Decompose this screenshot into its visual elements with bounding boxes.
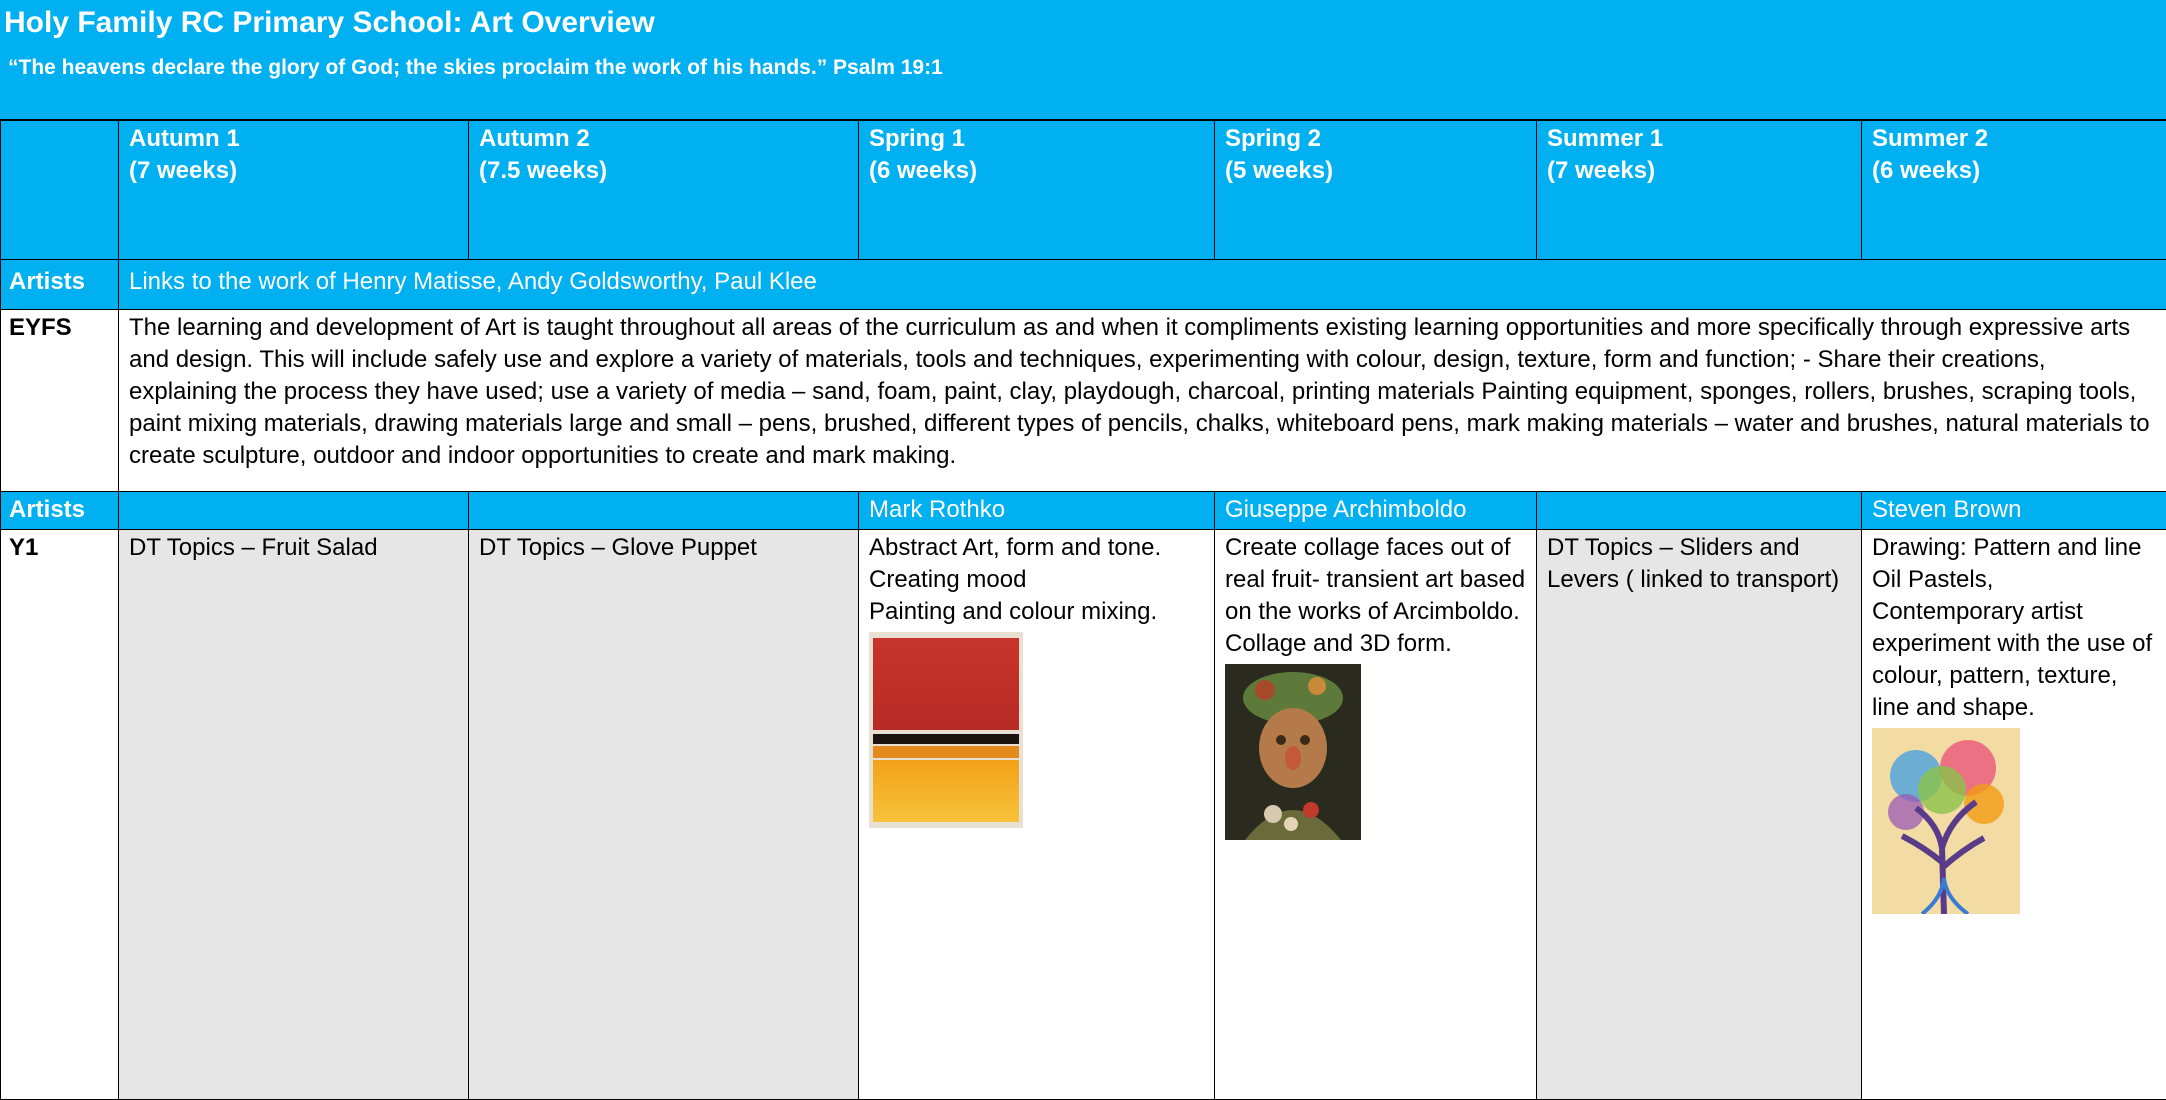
y1-autumn-2: DT Topics – Glove Puppet — [469, 530, 859, 1100]
row-label-artists: Artists — [1, 260, 119, 310]
y1-artist-spring-2: Giuseppe Archimboldo — [1215, 492, 1537, 530]
term-header-row — [1, 121, 2166, 260]
title-banner — [0, 0, 2166, 120]
y1-artists-row — [1, 492, 2166, 530]
term-summer-1: Summer 1 (7 weeks) — [1537, 121, 1862, 260]
eyfs-artists-text: Links to the work of Henry Matisse, Andy Goldsworthy, Paul Klee — [119, 260, 2166, 310]
row-label-y1: Y1 — [1, 530, 119, 1100]
tree-painting-image — [1872, 728, 2020, 914]
eyfs-row — [1, 310, 2166, 492]
row-label-artists: Artists — [1, 492, 119, 530]
y1-summer-2: Drawing: Pattern and line Oil Pastels, Contemporary artist experiment with the use of colour, pattern, texture, line and shape. — [1862, 530, 2166, 1100]
y1-summer-1: DT Topics – Sliders and Levers ( linked to transport) — [1537, 530, 1862, 1100]
corner-cell — [1, 121, 119, 260]
y1-artist-autumn-1 — [119, 492, 469, 530]
term-autumn-1: Autumn 1 (7 weeks) — [119, 121, 469, 260]
y1-artist-spring-1: Mark Rothko — [859, 492, 1215, 530]
y1-artist-summer-1 — [1537, 492, 1862, 530]
term-summer-2: Summer 2 (6 weeks) — [1862, 121, 2166, 260]
rothko-painting-image — [869, 632, 1023, 828]
y1-spring-1: Abstract Art, form and tone. Creating mood Painting and colour mixing. — [859, 530, 1215, 1100]
y1-autumn-1: DT Topics – Fruit Salad — [119, 530, 469, 1100]
term-autumn-2: Autumn 2 (7.5 weeks) — [469, 121, 859, 260]
row-label-eyfs: EYFS — [1, 310, 119, 492]
page-title: Holy Family RC Primary School: Art Overview — [4, 6, 655, 39]
psalm-quote: “The heavens declare the glory of God; the skies proclaim the work of his hands.” Psalm 19:1 — [8, 56, 943, 79]
curriculum-table — [0, 120, 2166, 1100]
term-spring-2: Spring 2 (5 weeks) — [1215, 121, 1537, 260]
eyfs-artists-row — [1, 260, 2166, 310]
y1-artist-autumn-2 — [469, 492, 859, 530]
arcimboldo-portrait-image — [1225, 664, 1361, 840]
y1-artist-summer-2: Steven Brown — [1862, 492, 2166, 530]
y1-spring-2: Create collage faces out of real fruit- transient art based on the works of Arcimboldo. Collage and 3D form. — [1215, 530, 1537, 1100]
y1-row — [1, 530, 2166, 1100]
term-spring-1: Spring 1 (6 weeks) — [859, 121, 1215, 260]
eyfs-description: The learning and development of Art is taught throughout all areas of the curriculum as and when it compliments existing learning opportunities and more specifically through expressive arts and design. This will include safely use and explore a variety of materials, tools and techniques, experimenting with colour, design, texture, form and function; - Share their creations, explaining the process they have used; use a variety of media – sand, foam, paint, clay, playdough, charcoal, printing materials Painting equipment, sponges, rollers, brushes, scraping tools, paint mixing materials, drawing materials large and small – pens, brushed, different types of pencils, chalks, whiteboard pens, mark making materials – water and brushes, natural materials to create sculpture, outdoor and indoor opportunities to create and mark making. — [119, 310, 2166, 492]
